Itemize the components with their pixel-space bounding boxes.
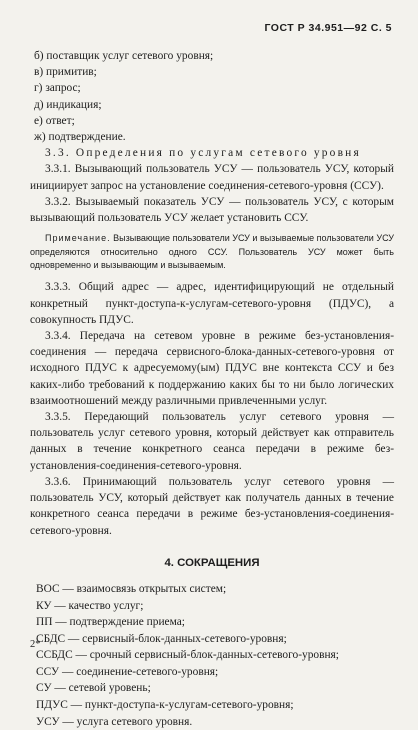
abbreviation-item: ВОС — взаимосвязь открытых систем;	[36, 582, 227, 595]
abbreviation-item: СУ — сетевой уровень;	[36, 682, 151, 695]
abbreviation-item: УСУ — услуга сетевого уровня.	[36, 715, 193, 728]
abbreviations-list	[30, 581, 394, 730]
section-title: 4. СОКРАЩЕНИЯ	[164, 556, 260, 569]
document-body	[30, 48, 394, 730]
abbreviation-item: ССУ — соединение-сетевого-уровня;	[36, 665, 219, 678]
note	[30, 232, 394, 272]
list-item: б) поставщик услуг сетевого уровня;	[34, 50, 214, 62]
paragraph-3-3-5: 3.3.5. Передающий пользователь услуг сетевого уровня — пользователь услуг сетевого уровня, который действует как отправитель данных в течение конкретного сеанса передачи в режиме без-установления-соединения-сетевого-уровня.	[30, 411, 394, 472]
list-item: е) ответ;	[34, 114, 75, 127]
paragraph-3-3-1: 3.3.1. Вызывающий пользователь УСУ — пользователь УСУ, который инициирует запрос на установление соединения-сетевого-уровня (ССУ).	[30, 163, 394, 192]
page-footer-mark: 2*	[30, 639, 41, 650]
note-label: Примечание.	[45, 233, 111, 244]
paragraph-3-3-3: 3.3.3. Общий адрес — адрес, идентифицирующий не отдельный конкретный пункт-доступа-к-услугам-сетевого-уровня (ПДУС), а совокупность ПДУС.	[30, 281, 394, 326]
paragraph-3-3-2: 3.3.2. Вызываемый показатель УСУ — пользователь УСУ, с которым вызывающий пользователь УСУ желает установить ССУ.	[30, 195, 394, 225]
abbreviation-item: КУ — качество услуг;	[36, 599, 144, 612]
list-item: ж) подтверждение.	[34, 131, 126, 144]
abbreviation-item: СБДС — сервисный-блок-данных-сетевого-уровня;	[36, 632, 287, 645]
list-item: д) индикация;	[34, 98, 102, 111]
paragraph-3-3-6: 3.3.6. Принимающий пользователь услуг сетевого уровня — пользователь УСУ, который действует как получатель данных в течение конкретного сеанса передачи в режиме без-установления-соединения-сетевого-уровня.	[30, 475, 394, 537]
paragraph-3-3-4: 3.3.4. Передача на сетевом уровне в режиме без-установления-соединения — передача сервисного-блока-данных-сетевого-уровня от исходного ПДУС к адресуемому(ым) ПДУС вне контекста ССУ и без каких-либо требований к поддержанию каких бы то ни было логических взаимоотношений между различными привлеченными услуг.	[30, 330, 394, 407]
list-item: в) примитив;	[34, 66, 97, 79]
abbreviation-item: ПДУС — пункт-доступа-к-услугам-сетевого-уровня;	[36, 699, 294, 712]
list-item: г) запрос;	[34, 82, 81, 95]
subsection-title: 3.3. Определения по услугам сетевого уровня	[45, 147, 361, 160]
definition-list	[30, 48, 394, 145]
note-text: Вызывающие пользователи УСУ и вызываемые пользователи УСУ определяются относительно одного ССУ. Пользователь УСУ может быть одновременно и вызывающим и вызываемым.	[30, 233, 394, 271]
abbreviation-item: ПП — подтверждение приема;	[36, 616, 185, 629]
page-header: ГОСТ Р 34.951—92 С. 5	[264, 22, 392, 34]
abbreviation-item: ССБДС — срочный сервисный-блок-данных-сетевого-уровня;	[36, 649, 339, 662]
